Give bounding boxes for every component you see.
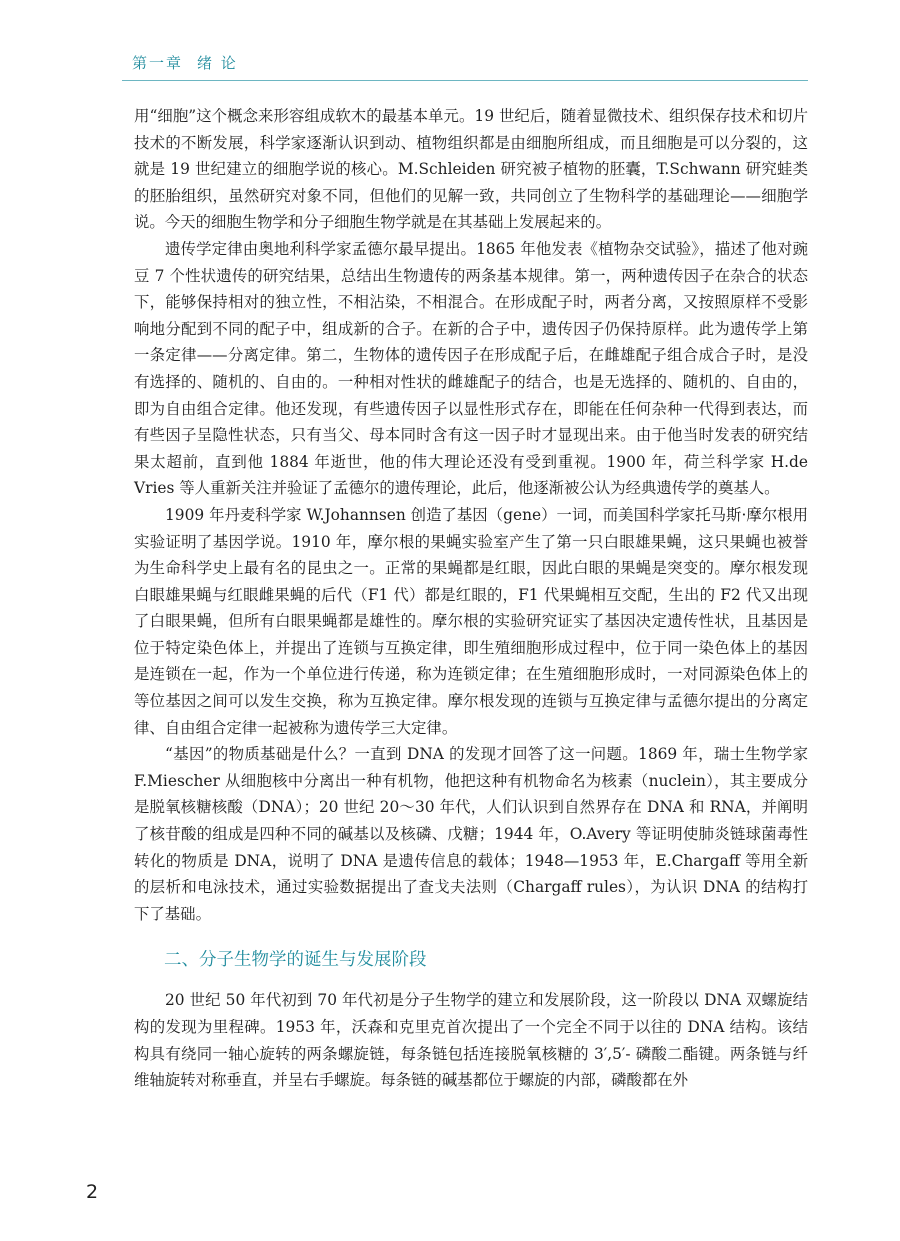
paragraph-cell-theory: 用“细胞”这个概念来形容组成软木的最基本单元。19 世纪后，随着显微技术、组织保存技术和切片技术的不断发展，科学家逐渐认识到动、植物组织都是由细胞所组成，而且细胞是可以分裂的，这就是 19 世纪建立的细胞学说的核心。M.Schleiden 研究被子植物的胚囊，T.Schwann 研究蛙类的胚胎组织，虽然研究对象不同，但他们的见解一致，共同创立了生物科学的基础理论——细胞学说。今天的细胞生物学和分子细胞生物学就是在其基础上发展起来的。 <box>134 107 808 232</box>
paragraph-double-helix: 20 世纪 50 年代初到 70 年代初是分子生物学的建立和发展阶段，这一阶段以 DNA 双螺旋结构的发现为里程碑。1953 年，沃森和克里克首次提出了一个完全不同于以往的 DNA 结构。该结构具有绕同一轴心旋转的两条螺旋链，每条链包括连接脱氧核糖的 3′,5′- 磷酸二酯键。两条链与纤维轴旋转对称垂直，并呈右手螺旋。每条链的碱基都位于螺旋的内部，磷酸都在外 <box>134 991 808 1090</box>
running-head <box>132 52 252 73</box>
header-rule <box>122 80 808 81</box>
page-body <box>134 103 808 1094</box>
chapter-title: 绪 论 <box>197 54 238 72</box>
paragraph-dna-discovery: “基因”的物质基础是什么？一直到 DNA 的发现才回答了这一问题。1869 年，瑞士生物学家 F.Miescher 从细胞核中分离出一种有机物，他把这种有机物命名为核素（nuclein），其主要成分是脱氧核糖核酸（DNA）；20 世纪 20～30 年代，人们认识到自然界存在 DNA 和 RNA，并阐明了核苷酸的组成是四种不同的碱基以及核磷、戊糖；1944 年，O.Avery 等证明使肺炎链球菌毒性转化的物质是 DNA，说明了 DNA 是遗传信息的载体；1948—1953 年，E.Chargaff 等用全新的层析和电泳技术，通过实验数据提出了查戈夫法则（Chargaff rules），为认识 DNA 的结构打下了基础。 <box>134 745 808 923</box>
chapter-label: 第一章 <box>132 54 184 72</box>
paragraph-mendel: 遗传学定律由奥地利科学家孟德尔最早提出。1865 年他发表《植物杂交试验》，描述了他对豌豆 7 个性状遗传的研究结果，总结出生物遗传的两条基本规律。第一，两种遗传因子在杂合的状态下，能够保持相对的独立性，不相沾染，不相混合。在形成配子时，两者分离，又按照原样不受影响地分配到不同的配子中，组成新的合子。在新的合子中，遗传因子仍保持原样。此为遗传学上第一条定律——分离定律。第二，生物体的遗传因子在形成配子后，在雌雄配子组合成合子时，是没有选择的、随机的、自由的。一种相对性状的雌雄配子的结合，也是无选择的、随机的、自由的，即为自由组合定律。他还发现，有些遗传因子以显性形式存在，即能在任何杂种一代得到表达，而有些因子呈隐性状态，只有当父、母本同时含有这一因子时才显现出来。由于他当时发表的研究结果太超前，直到他 1884 年逝世，他的伟大理论还没有受到重视。1900 年，荷兰科学家 H.de Vries 等人重新关注并验证了孟德尔的遗传理论，此后，他逐渐被公认为经典遗传学的奠基人。 <box>134 239 808 498</box>
section-heading: 二、分子生物学的诞生与发展阶段 <box>164 950 427 971</box>
paragraph-morgan: 1909 年丹麦科学家 W.Johannsen 创造了基因（gene）一词，而美国科学家托马斯·摩尔根用实验证明了基因学说。1910 年，摩尔根的果蝇实验室产生了第一只白眼雄果蝇，这只果蝇也被誉为生命科学史上最有名的昆虫之一。正常的果蝇都是红眼，因此白眼的果蝇是突变的。摩尔根发现白眼雄果蝇与红眼雌果蝇的后代（F1 代）都是红眼的，F1 代果蝇相互交配，生出的 F2 代又出现了白眼果蝇，但所有白眼果蝇都是雄性的。摩尔根的实验研究证实了基因决定遗传性状，且基因是位于特定染色体上，并提出了连锁与互换定律，即生殖细胞形成过程中，位于同一染色体上的基因是连锁在一起，作为一个单位进行传递，称为连锁定律；在生殖细胞形成时，一对同源染色体上的等位基因之间可以发生交换，称为互换定律。摩尔根发现的连锁与互换定律与孟德尔提出的分离定律、自由组合定律一起被称为遗传学三大定律。 <box>134 505 808 737</box>
page-number: 2 <box>86 1181 99 1203</box>
